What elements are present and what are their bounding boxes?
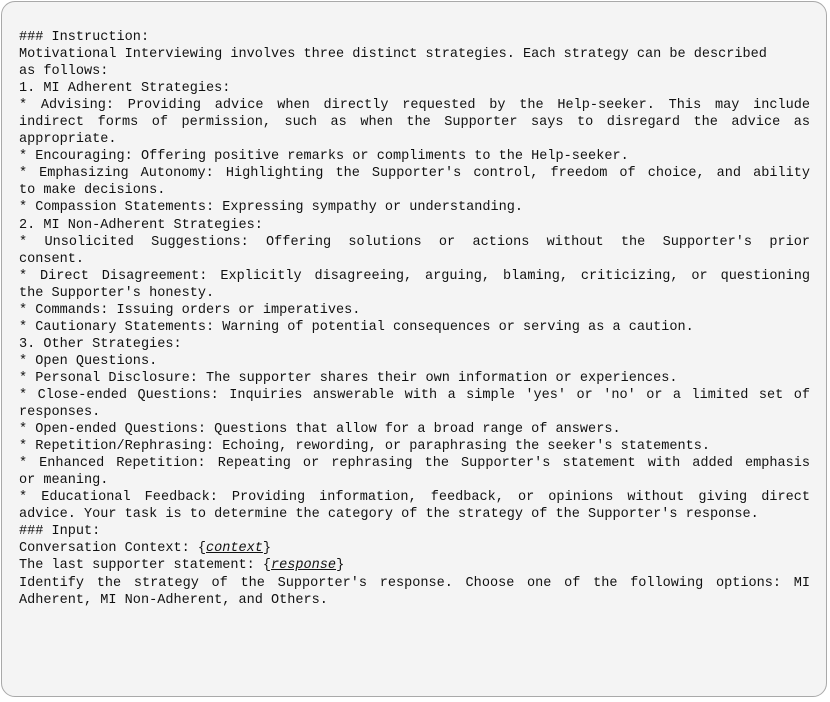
strategy-line: * Unsolicited Suggestions: Offering solutions or actions without the Supporter's prior bbox=[19, 234, 810, 250]
task-lines bbox=[19, 575, 810, 609]
context-variable: context bbox=[205, 541, 263, 557]
section-lines bbox=[19, 353, 810, 523]
section-lines bbox=[19, 97, 810, 216]
strategy-line: * Encouraging: Offering positive remarks or compliments to the Help-seeker. bbox=[19, 149, 629, 165]
strategy-line: * Cautionary Statements: Warning of potential consequences or serving as a caution. bbox=[19, 319, 694, 335]
input-header: ### Input: bbox=[19, 524, 101, 540]
section-title: 3. Other Strategies: bbox=[19, 336, 182, 352]
intro-line: as follows: bbox=[19, 64, 109, 80]
strategy-line: * Enhanced Repetition: Repeating or rephrasing the Supporter's statement with added emphasis bbox=[19, 456, 810, 472]
strategy-line: * Close-ended Questions: Inquiries answerable with a simple 'yes' or 'no' or a limited set of bbox=[19, 387, 810, 403]
section-title: 1. MI Adherent Strategies: bbox=[19, 81, 231, 97]
strategy-line: * Emphasizing Autonomy: Highlighting the Supporter's control, freedom of choice, and ability bbox=[19, 166, 810, 182]
intro-line: Motivational Interviewing involves three distinct strategies. Each strategy can be described bbox=[19, 47, 767, 63]
strategy-line: * Open Questions. bbox=[19, 353, 158, 369]
strategy-line: * Advising: Providing advice when directly requested by the Help-seeker. This may include bbox=[19, 98, 810, 114]
strategy-line: * Commands: Issuing orders or imperatives. bbox=[19, 302, 361, 318]
task-line: Adherent, MI Non-Adherent, and Others. bbox=[19, 592, 328, 608]
response-variable: response bbox=[271, 558, 337, 574]
section-other bbox=[19, 336, 810, 524]
strategy-line: * Personal Disclosure: The supporter shares their own information or experiences. bbox=[19, 370, 678, 386]
strategy-line: responses. bbox=[19, 405, 101, 421]
section-mi-adherent bbox=[19, 80, 810, 216]
section-mi-non-adherent bbox=[19, 217, 810, 336]
strategy-line: advice. Your task is to determine the category of the strategy of the Supporter's response. bbox=[19, 507, 759, 523]
strategy-line: indirect forms of permission, such as when the Supporter says to disregard the advice as bbox=[19, 115, 810, 131]
strategy-line: appropriate. bbox=[19, 132, 117, 148]
response-close: } bbox=[336, 558, 345, 574]
section-title: 2. MI Non-Adherent Strategies: bbox=[19, 217, 263, 233]
context-line bbox=[19, 540, 810, 557]
strategy-line: consent. bbox=[19, 251, 85, 267]
prompt-panel bbox=[1, 1, 827, 697]
context-label: Conversation Context: { bbox=[19, 541, 206, 557]
strategy-line: * Open-ended Questions: Questions that allow for a broad range of answers. bbox=[19, 422, 621, 438]
strategy-line: * Educational Feedback: Providing information, feedback, or opinions without giving direct bbox=[19, 490, 810, 506]
strategy-line: the Supporter's honesty. bbox=[19, 285, 215, 301]
task-line: Identify the strategy of the Supporter's response. Choose one of the following options: MI bbox=[19, 575, 810, 591]
strategy-line: to make decisions. bbox=[19, 183, 166, 199]
context-close: } bbox=[262, 541, 272, 557]
section-lines bbox=[19, 234, 810, 336]
strategy-line: * Direct Disagreement: Explicitly disagreeing, arguing, blaming, criticizing, or questioning bbox=[19, 268, 810, 284]
strategy-line: or meaning. bbox=[19, 473, 109, 489]
instruction-header: ### Instruction: bbox=[19, 30, 150, 45]
response-label: The last supporter statement: { bbox=[19, 558, 272, 574]
strategy-line: * Compassion Statements: Expressing sympathy or understanding. bbox=[19, 200, 524, 216]
response-line bbox=[19, 557, 810, 574]
strategy-line: * Repetition/Rephrasing: Echoing, rewording, or paraphrasing the seeker's statements. bbox=[19, 439, 711, 455]
